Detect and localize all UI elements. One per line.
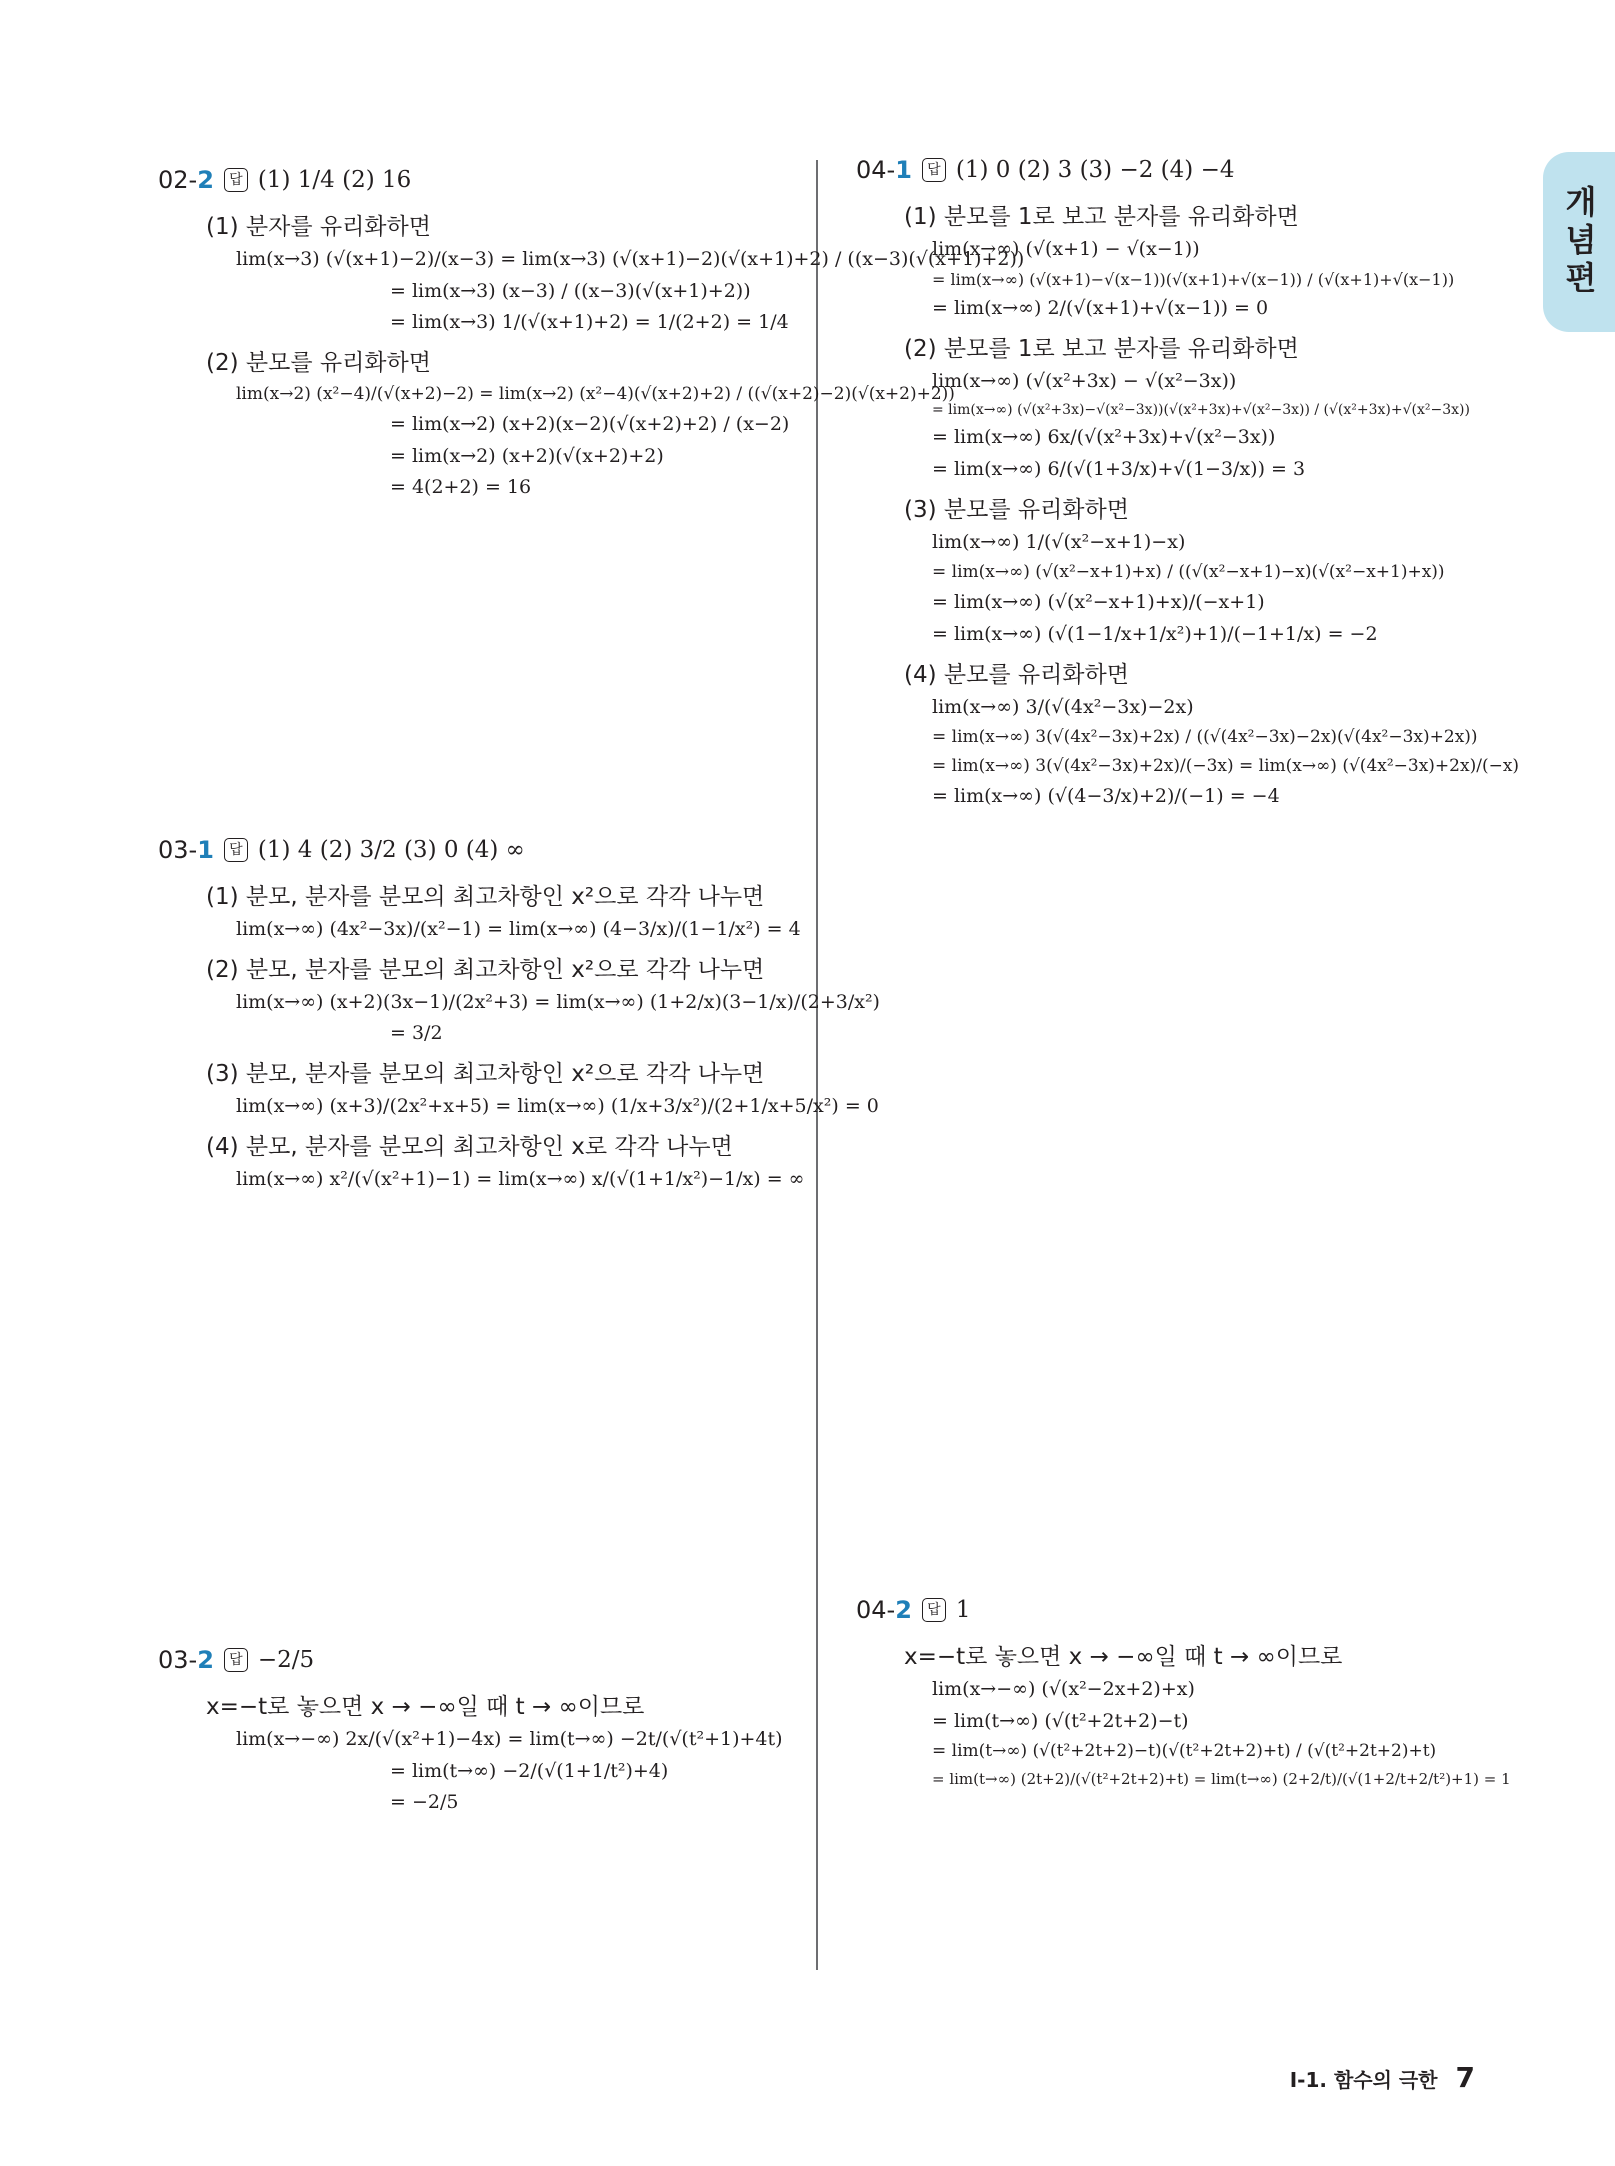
answer-icon: 답 [922,1598,946,1622]
equation: = lim(x→2) (x+2)(√(x+2)+2) [390,444,664,467]
equation: = lim(t→∞) (2t+2)/(√(t²+2t+2)+t) = lim(t→∞) (2+2/t)/(√(1+2/t+2/t²)+1) = 1 [932,1770,1511,1789]
step-label: x=−t로 놓으면 x → −∞일 때 t → ∞이므로 [206,1694,645,1720]
equation: lim(x→∞) (√(x+1) − √(x−1)) [932,238,1200,260]
page-number: 7 [1455,2061,1475,2094]
answer-text: (1) 4 (2) 3/2 (3) 0 (4) ∞ [257,837,525,863]
step-label: (1) 분자를 유리화하면 [206,214,431,240]
equation: lim(x→∞) x²/(√(x²+1)−1) = lim(x→∞) x/(√(1+1/x²)−1/x) = ∞ [236,1167,805,1190]
step-label: x=−t로 놓으면 x → −∞일 때 t → ∞이므로 [904,1644,1343,1670]
equation: lim(x→∞) 1/(√(x²−x+1)−x) [932,530,1186,553]
answer-icon: 답 [224,838,248,862]
problem-04-1 [856,150,1519,810]
problem-04-2 [856,1590,1511,1789]
equation: lim(x→∞) (x+3)/(2x²+x+5) = lim(x→∞) (1/x+3/x²)/(2+1/x+5/x²) = 0 [236,1094,879,1117]
equation: = lim(x→∞) 6/(√(1+3/x)+√(1−3/x)) = 3 [932,458,1306,481]
equation: = lim(x→∞) (√(x²+3x)−√(x²−3x))(√(x²+3x)+√(x²−3x)) / (√(x²+3x)+√(x²−3x)) [932,401,1470,418]
answer-text: (1) 1/4 (2) 16 [257,167,412,193]
step-label: (1) 분모를 1로 보고 분자를 유리화하면 [904,204,1299,230]
step-label: (2) 분모, 분자를 분모의 최고차항인 x²으로 각각 나누면 [206,956,765,983]
equation: = lim(x→∞) (√(1−1/x+1/x²)+1)/(−1+1/x) = −2 [932,622,1378,645]
equation: = lim(x→2) (x+2)(x−2)(√(x+2)+2) / (x−2) [390,412,790,435]
equation: lim(x→∞) (4x²−3x)/(x²−1) = lim(x→∞) (4−3/x)/(1−1/x²) = 4 [236,918,801,940]
problem-03-2 [158,1640,783,1816]
step-label: (1) 분모, 분자를 분모의 최고차항인 x²으로 각각 나누면 [206,884,765,910]
equation: = lim(x→∞) 2/(√(x+1)+√(x−1)) = 0 [932,297,1269,320]
equation: = lim(x→∞) 6x/(√(x²+3x)+√(x²−3x)) [932,426,1276,449]
equation: = lim(x→∞) (√(x²−x+1)+x) / ((√(x²−x+1)−x)(√(x²−x+1)+x)) [932,562,1445,583]
equation: = lim(t→∞) (√(t²+2t+2)−t)(√(t²+2t+2)+t) / (√(t²+2t+2)+t) [932,1741,1437,1762]
equation: = lim(x→3) 1/(√(x+1)+2) = 1/(2+2) = 1/4 [390,311,789,334]
answer-text: (1) 0 (2) 3 (3) −2 (4) −4 [955,157,1235,183]
section-title: Ⅰ-1. 함수의 극한 [1289,2068,1438,2092]
equation: = lim(x→∞) (√(x+1)−√(x−1))(√(x+1)+√(x−1)) / (√(x+1)+√(x−1)) [932,269,1455,289]
problem-number: 02-2 [158,166,214,194]
answer-text: 1 [955,1597,971,1623]
step-label: (3) 분모를 유리화하면 [904,496,1129,523]
equation: lim(x→2) (x²−4)/(√(x+2)−2) = lim(x→2) (x²−4)(√(x+2)+2) / ((√(x+2)−2)(√(x+2)+2)) [236,383,955,404]
step-label: (3) 분모, 분자를 분모의 최고차항인 x²으로 각각 나누면 [206,1060,765,1087]
answer-icon: 답 [922,158,946,182]
problem-number: 04-1 [856,156,912,184]
equation: lim(x→−∞) 2x/(√(x²+1)−4x) = lim(t→∞) −2t/(√(t²+1)+4t) [236,1728,783,1750]
problem-03-1 [158,830,880,1192]
equation: lim(x→∞) (x+2)(3x−1)/(2x²+3) = lim(x→∞) (1+2/x)(3−1/x)/(2+3/x²) [236,990,880,1013]
page-footer [1290,2061,1475,2094]
equation: = lim(t→∞) (√(t²+2t+2)−t) [932,1709,1189,1732]
section-tab: 개념편 [1543,152,1615,332]
equation: lim(x→3) (√(x+1)−2)/(x−3) = lim(x→3) (√(x+1)−2)(√(x+1)+2) / ((x−3)(√(x+1)+2)) [236,248,1025,270]
equation: = lim(x→∞) (√(x²−x+1)+x)/(−x+1) [932,591,1265,614]
step-label: (4) 분모, 분자를 분모의 최고차항인 x로 각각 나누면 [206,1133,733,1160]
step-label: (2) 분모를 유리화하면 [206,349,431,376]
equation: = lim(x→∞) 3(√(4x²−3x)+2x) / ((√(4x²−3x)−2x)(√(4x²−3x)+2x)) [932,727,1478,748]
equation: = 3/2 [390,1022,443,1045]
equation: = lim(t→∞) −2/(√(1+1/t²)+4) [390,1759,669,1782]
problem-number: 03-2 [158,1646,214,1674]
problem-number: 03-1 [158,836,214,864]
equation: lim(x→∞) (√(x²+3x) − √(x²−3x)) [932,369,1237,392]
answer-text: −2/5 [257,1647,315,1673]
answer-icon: 답 [224,168,248,192]
equation: = lim(x→3) (x−3) / ((x−3)(√(x+1)+2)) [390,279,751,302]
step-label: (2) 분모를 1로 보고 분자를 유리화하면 [904,335,1299,362]
equation: = −2/5 [390,1791,459,1814]
equation: = lim(x→∞) (√(4−3/x)+2)/(−1) = −4 [932,785,1280,808]
equation: lim(x→−∞) (√(x²−2x+2)+x) [932,1678,1195,1700]
equation: = lim(x→∞) 3(√(4x²−3x)+2x)/(−3x) = lim(x→∞) (√(4x²−3x)+2x)/(−x) [932,756,1520,777]
problem-number: 04-2 [856,1596,912,1624]
step-label: (4) 분모를 유리화하면 [904,661,1129,688]
equation: = 4(2+2) = 16 [390,476,532,499]
equation: lim(x→∞) 3/(√(4x²−3x)−2x) [932,695,1194,718]
answer-icon: 답 [224,1648,248,1672]
